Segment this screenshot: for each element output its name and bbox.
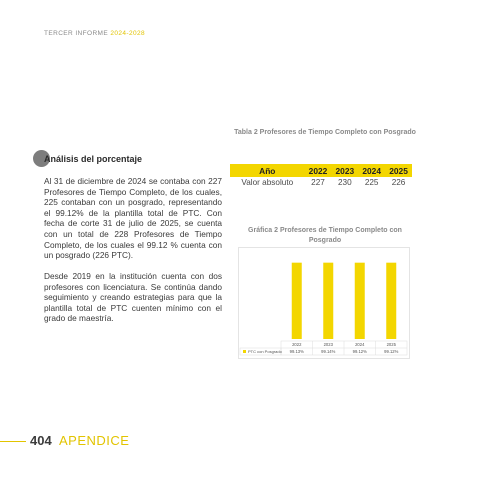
- chart-bar: [323, 263, 333, 339]
- table-cell: 227: [311, 178, 325, 187]
- table-header-row: [230, 164, 412, 177]
- chart-data-label: 99.12%: [384, 349, 399, 354]
- table-header-cell: Año: [230, 164, 305, 177]
- paragraph-2: Desde 2019 en la institución cuenta con dos profesores con licenciatura. Se continúa dando seguimiento y creando estrategias para que la plantilla total de PTC cuenten mínimo con el grado de maestría.: [44, 271, 222, 324]
- chart-legend-swatch: [243, 350, 246, 353]
- table-cell: 226: [391, 178, 406, 187]
- table-row-label: Valor absoluto: [241, 178, 294, 187]
- chart-bar: [292, 263, 302, 339]
- table-header-cell: 2024: [358, 164, 385, 177]
- chart-data-label: 99.13%: [289, 349, 304, 354]
- paragraph-1: Al 31 de diciembre de 2024 se contaba con 227 Profesores de Tiempo Completo, de los cuales, 225 contaban con un posgrado, representando el 99.12% de la plantilla total de PTC. Con fecha de corte 31 de julio de 2025, se cuenta con un total de 228 Profesores de Tiempo Completo, de los cuales el 99.12 % cuenta con un posgrado (226 PTC).: [44, 176, 222, 261]
- header-years: 2024-2028: [110, 30, 146, 37]
- table-cell: 230: [337, 178, 352, 187]
- chart-category-label: 2022: [292, 342, 302, 347]
- chart-bar: [386, 263, 396, 339]
- table-cell: 225: [364, 178, 379, 187]
- table-header-cell: 2025: [385, 164, 412, 177]
- chart-legend-label: PTC con Posgrado: [248, 349, 282, 354]
- running-header: [44, 30, 145, 37]
- table-header-cell: 2022: [305, 164, 332, 177]
- bar-chart: [238, 247, 410, 359]
- page-number: 404: [30, 433, 52, 448]
- chart-data-label: 99.14%: [321, 349, 336, 354]
- chart-data-label: 99.12%: [352, 349, 367, 354]
- chart-caption: Gráfica 2 Profesores de Tiempo Completo con Posgrado: [248, 227, 402, 244]
- section-title: Análisis del porcentaje: [44, 154, 143, 164]
- section-heading: [33, 148, 223, 170]
- table-header-cell: 2023: [331, 164, 358, 177]
- table-row: [230, 177, 412, 188]
- header-label: TERCER INFORME: [44, 30, 109, 37]
- footer-section: APENDICE: [59, 433, 130, 448]
- chart-svg: [239, 248, 409, 358]
- chart-bar: [355, 263, 365, 339]
- chart-category-label: 2025: [386, 342, 396, 347]
- chart-category-label: 2023: [323, 342, 333, 347]
- table-caption: Tabla 2 Profesores de Tiempo Completo con Posgrado: [234, 129, 416, 136]
- footer-rule: [0, 441, 26, 442]
- chart-category-label: 2024: [355, 342, 365, 347]
- ptc-table: [230, 164, 412, 188]
